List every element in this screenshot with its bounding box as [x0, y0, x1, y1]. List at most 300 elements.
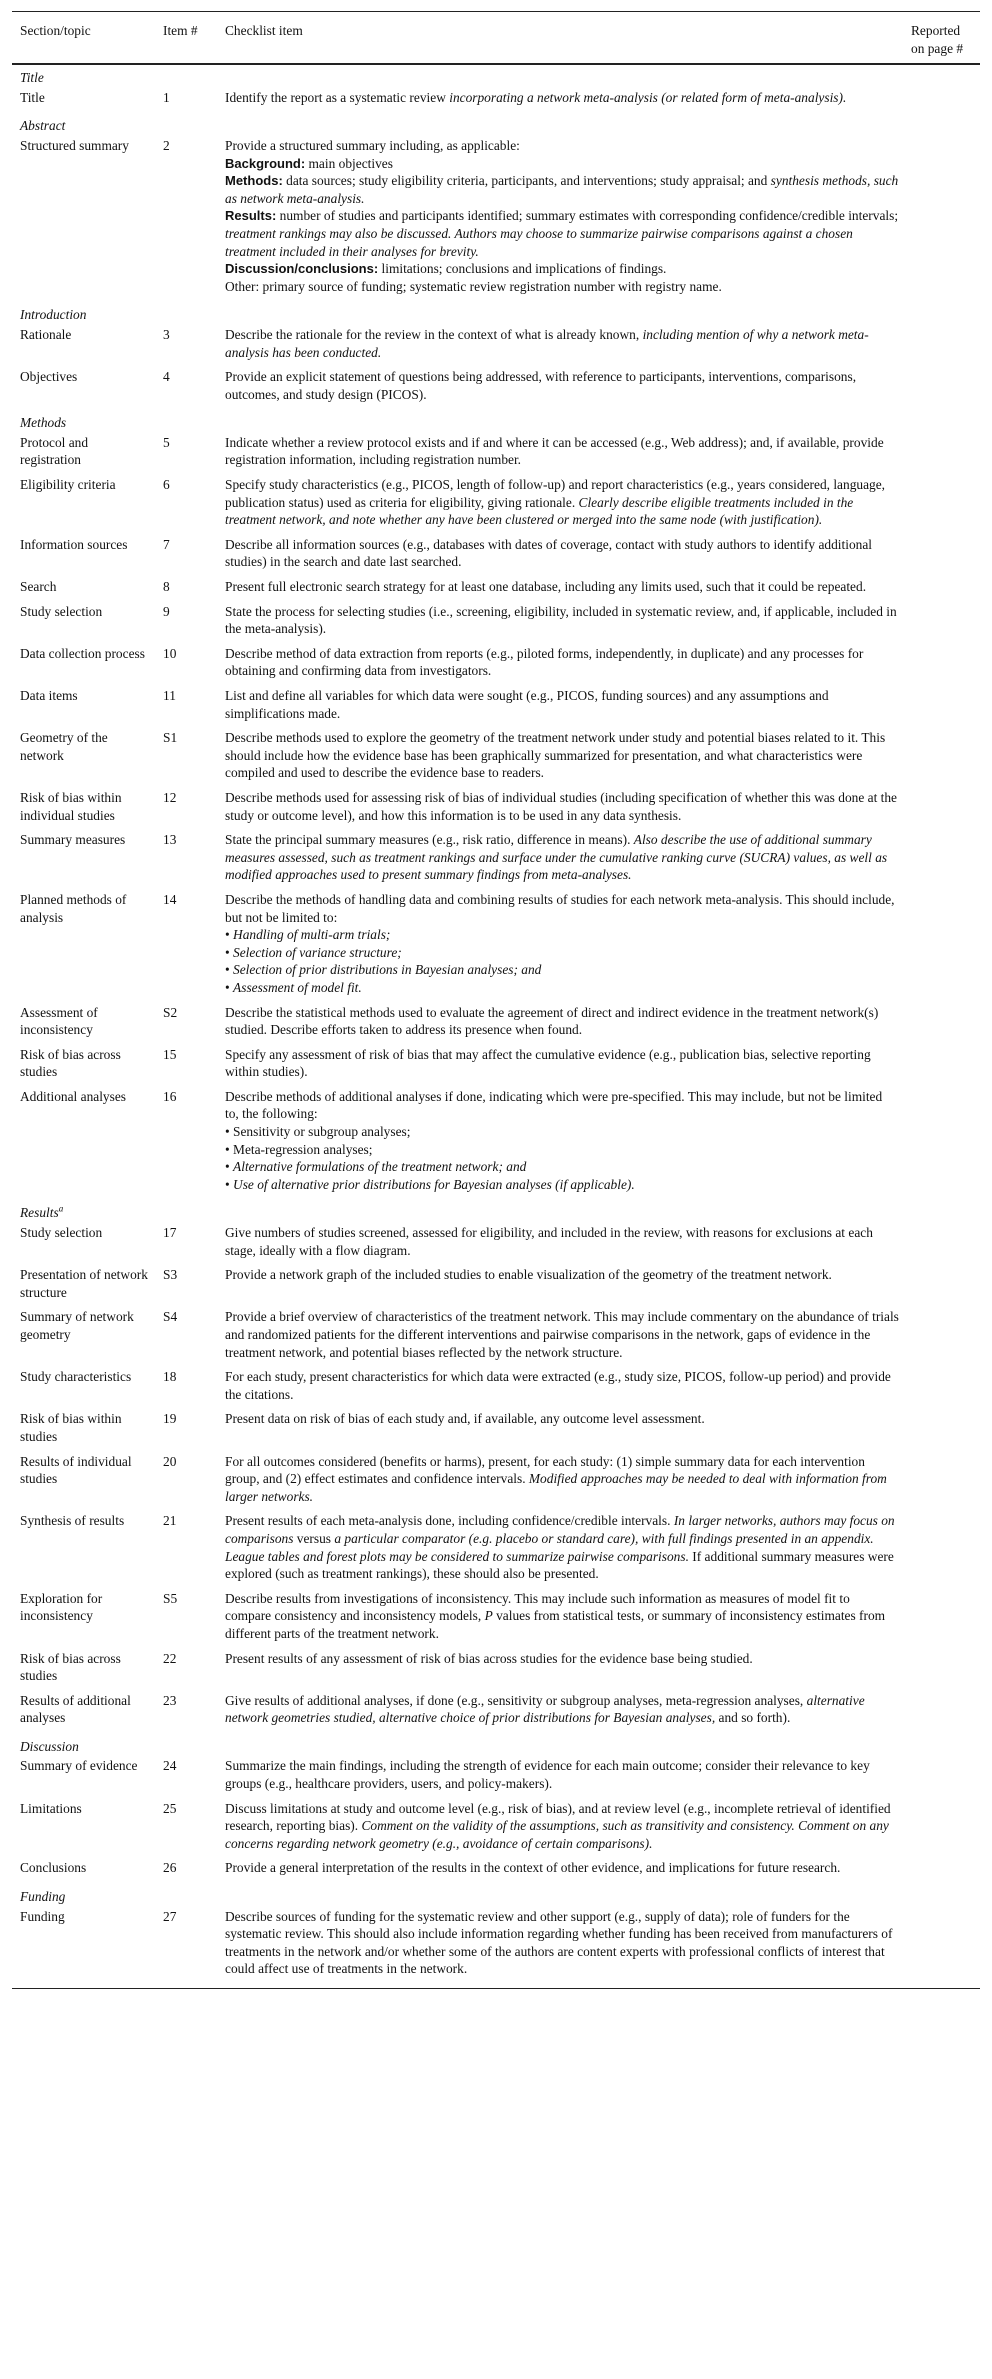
checklist-text-line	[225, 891, 899, 926]
row-topic: Conclusions	[20, 1860, 87, 1876]
row-topic: Summary of network geometry	[20, 1309, 134, 1342]
section-heading	[12, 1734, 980, 1758]
checklist-row	[12, 891, 980, 1004]
row-topic: Data collection process	[20, 645, 145, 661]
text-segment: Other: primary source of funding; systematic review registration number with registry name.	[225, 278, 722, 294]
row-checklist-text	[217, 137, 903, 302]
section-heading-row	[12, 64, 980, 89]
text-segment: Describe the statistical methods used to evaluate the agreement of direct and indirect evidence in the treatment network(s) studied. Describe efforts taken to address its presence when found.	[225, 1004, 879, 1038]
row-item-number: S2	[163, 1004, 178, 1020]
text-segment: Identify the report as a systematic review	[225, 89, 450, 105]
checklist-text-line	[225, 1158, 899, 1176]
checklist-text-line	[225, 1266, 899, 1284]
row-reported-page	[903, 729, 980, 789]
row-item-number: 26	[163, 1860, 177, 1876]
text-segment: and so forth).	[715, 1710, 791, 1726]
subheading-label: Results:	[225, 208, 277, 224]
row-topic: Risk of bias across studies	[20, 1650, 121, 1684]
row-reported-page	[903, 89, 980, 114]
row-checklist-text	[217, 89, 903, 114]
section-heading-text: Introduction	[20, 307, 87, 323]
text-segment: For all outcomes considered (benefits or harms), present, for each study: (1) simple summary data for each intervention group, and (2) effect estimates and confidence intervals.	[225, 1453, 865, 1487]
italic-text: Also describe the use of additional summary measures assessed, such as treatment rankings and surface under the cumulative ranking curve (SUCRA) values, as well as modified approaches used to present summary findings from meta-analyses.	[225, 832, 888, 883]
row-topic: Study selection	[20, 1225, 103, 1241]
row-topic: Risk of bias across studies	[20, 1046, 121, 1080]
row-checklist-text	[217, 1908, 903, 1989]
checklist-row	[12, 1368, 980, 1410]
row-topic: Synthesis of results	[20, 1513, 125, 1529]
text-segment: • Sensitivity or subgroup analyses;	[225, 1124, 411, 1140]
row-checklist-text	[217, 831, 903, 891]
row-reported-page	[903, 1410, 980, 1452]
italic-text: Handling of multi-arm trials;	[233, 927, 391, 943]
header-checklist-item: Checklist item	[217, 12, 903, 65]
checklist-row	[12, 326, 980, 368]
text-segment: •	[225, 979, 234, 995]
row-checklist-text	[217, 1512, 903, 1589]
italic-text: P	[484, 1608, 493, 1624]
text-segment: Give numbers of studies screened, assessed for eligibility, and included in the review, with reasons for exclusions at each stage, ideally with a flow diagram.	[225, 1225, 873, 1258]
row-topic: Risk of bias within individual studies	[20, 789, 122, 823]
text-segment: List and define all variables for which data were sought (e.g., PICOS, funding sources) and any assumptions and simplifications made.	[225, 688, 829, 721]
checklist-text-line	[225, 961, 899, 979]
text-segment: Provide a network graph of the included studies to enable visualization of the geometry of the treatment network.	[225, 1267, 832, 1283]
text-segment: limitations; conclusions and implications of findings.	[378, 261, 667, 277]
checklist-text-line	[225, 1308, 899, 1361]
checklist-text-line	[225, 1757, 899, 1792]
row-topic: Objectives	[20, 369, 78, 385]
row-reported-page	[903, 1650, 980, 1692]
italic-text: alternative network geometries studied, alternative choice of prior distributions for Bayesian analyses,	[225, 1692, 865, 1726]
row-reported-page	[903, 1757, 980, 1799]
checklist-row	[12, 1308, 980, 1368]
text-segment: Indicate whether a review protocol exists and if and where it can be accessed (e.g., Web address); and, if available, provide registration information, including registration number.	[225, 434, 884, 468]
row-item-number: 9	[163, 603, 170, 619]
checklist-row	[12, 434, 980, 476]
text-segment: Specify study characteristics (e.g., PICOS, length of follow-up) and report characteristics (e.g., years considered, language, publication status) used as criteria for eligibility, giving rationale.	[225, 477, 886, 510]
row-item-number: 18	[163, 1369, 177, 1385]
checklist-text-line	[225, 368, 899, 403]
italic-text: including mention of why a network meta-analysis has been conducted.	[225, 326, 869, 360]
row-reported-page	[903, 1800, 980, 1860]
text-segment: data sources; study eligibility criteria, participants, and interventions; study appraisal; and	[282, 173, 771, 189]
row-reported-page	[903, 687, 980, 729]
row-reported-page	[903, 326, 980, 368]
row-reported-page	[903, 1266, 980, 1308]
section-heading-row	[12, 1734, 980, 1758]
row-topic: Results of individual studies	[20, 1453, 132, 1487]
row-reported-page	[903, 831, 980, 891]
section-heading	[12, 1884, 980, 1908]
text-segment: Provide an explicit statement of questions being addressed, with reference to participants, interventions, comparisons, outcomes, and study design (PICOS).	[225, 369, 857, 402]
checklist-text-line	[225, 1224, 899, 1259]
row-topic: Limitations	[20, 1800, 82, 1816]
row-reported-page	[903, 1088, 980, 1201]
row-checklist-text	[217, 1368, 903, 1410]
italic-text: incorporating a network meta-analysis (or related form of meta-analysis).	[449, 89, 847, 105]
row-topic: Rationale	[20, 326, 72, 342]
italic-text: treatment rankings may also be discussed. Authors may choose to summarize pairwise comparisons against a chosen treatment included in their analyses for brevity.	[225, 225, 853, 259]
text-segment: number of studies and participants identified; summary estimates with corresponding confidence/credible intervals;	[276, 208, 899, 224]
row-checklist-text	[217, 687, 903, 729]
row-item-number: S1	[163, 730, 178, 746]
footnote-marker: a	[58, 1203, 64, 1214]
row-checklist-text	[217, 891, 903, 1004]
text-segment: •	[225, 1159, 234, 1175]
section-heading	[12, 113, 980, 137]
checklist-text-line	[225, 326, 899, 361]
row-item-number: 10	[163, 645, 177, 661]
checklist-row	[12, 789, 980, 831]
row-topic: Information sources	[20, 536, 128, 552]
checklist-text-line	[225, 1176, 899, 1194]
row-topic: Risk of bias within studies	[20, 1411, 122, 1444]
row-topic: Structured summary	[20, 137, 129, 153]
checklist-row	[12, 1590, 980, 1650]
row-item-number: 27	[155, 1908, 217, 1989]
row-item-number: 24	[163, 1758, 177, 1774]
row-topic: Study characteristics	[20, 1369, 132, 1385]
checklist-row	[12, 137, 980, 302]
checklist-text-line	[225, 434, 899, 469]
row-topic: Protocol and registration	[20, 434, 89, 468]
row-topic: Search	[20, 579, 57, 595]
row-item-number: S4	[163, 1309, 178, 1325]
row-reported-page	[903, 1859, 980, 1884]
checklist-row	[12, 1859, 980, 1884]
row-reported-page	[903, 1512, 980, 1589]
table-body	[12, 64, 980, 1988]
row-item-number: 2	[163, 137, 170, 153]
checklist-text-line	[225, 1141, 899, 1159]
row-reported-page	[903, 1224, 980, 1266]
header-row	[12, 12, 980, 65]
text-segment: versus	[296, 1530, 332, 1546]
row-checklist-text	[217, 1266, 903, 1308]
row-reported-page	[903, 1908, 980, 1989]
checklist-text-line	[225, 1046, 899, 1081]
section-heading	[12, 410, 980, 434]
checklist-row	[12, 1224, 980, 1266]
row-checklist-text	[217, 1308, 903, 1368]
row-item-number: 22	[163, 1650, 177, 1666]
checklist-text-line	[225, 1088, 899, 1123]
row-item-number: 6	[163, 477, 170, 493]
row-checklist-text	[217, 1590, 903, 1650]
row-checklist-text	[217, 729, 903, 789]
section-heading-text: Methods	[20, 415, 67, 431]
italic-text: In larger networks, authors may focus on comparisons	[225, 1513, 895, 1546]
subheading-label-wrap	[225, 156, 305, 171]
row-item-number: 14	[163, 891, 177, 907]
header-reported-on-page: Reported on page #	[903, 12, 980, 65]
text-segment: Describe results from investigations of inconsistency. This may include such information as measures of model fit to compare consistency and inconsistency models,	[225, 1590, 850, 1624]
row-checklist-text	[217, 1410, 903, 1452]
subheading-label-wrap	[225, 173, 283, 188]
row-reported-page	[903, 1004, 980, 1046]
row-checklist-text	[217, 578, 903, 603]
checklist-text-line	[225, 1908, 899, 1978]
checklist-row	[12, 1908, 980, 1989]
checklist-text-line	[225, 172, 899, 207]
row-topic: Assessment of inconsistency	[20, 1004, 98, 1038]
section-heading-text: Discussion	[20, 1738, 79, 1754]
text-segment: State the principal summary measures (e.g., risk ratio, difference in means).	[225, 832, 634, 848]
checklist-text-line	[225, 1650, 899, 1668]
text-segment: •	[225, 944, 234, 960]
header-section-topic: Section/topic	[12, 12, 155, 65]
checklist-row	[12, 1650, 980, 1692]
row-reported-page	[903, 789, 980, 831]
section-heading	[12, 64, 980, 89]
italic-text: Clearly describe eligible treatments included in the treatment network, and note whether any have been clustered or merged into the same node (with justification).	[225, 494, 854, 528]
checklist-text-line	[225, 1800, 899, 1853]
checklist-text-line	[225, 1692, 899, 1727]
text-segment: Discuss limitations at study and outcome level (e.g., risk of bias), and at review level (e.g., incomplete retrieval of identified research, reporting bias).	[225, 1800, 891, 1834]
subheading-label: Background:	[225, 155, 306, 171]
row-checklist-text	[217, 603, 903, 645]
checklist-text-line	[225, 603, 899, 638]
section-heading-text: Results	[20, 1205, 59, 1221]
row-item-number: 15	[163, 1046, 177, 1062]
checklist-row	[12, 1800, 980, 1860]
subheading-label: Discussion/conclusions:	[225, 261, 379, 277]
row-item-number: S3	[163, 1267, 178, 1283]
checklist-row	[12, 476, 980, 536]
section-heading-text: Abstract	[20, 118, 66, 134]
checklist-text-line	[225, 260, 899, 278]
row-reported-page	[903, 1453, 980, 1513]
row-topic: Planned methods of analysis	[20, 891, 127, 925]
checklist-text-line	[225, 926, 899, 944]
checklist-text-line	[225, 729, 899, 782]
row-topic: Study selection	[20, 603, 103, 619]
row-checklist-text	[217, 476, 903, 536]
row-topic: Summary of evidence	[20, 1758, 138, 1774]
row-checklist-text	[217, 1757, 903, 1799]
checklist-text-line	[225, 1453, 899, 1506]
row-reported-page	[903, 368, 980, 410]
row-topic: Eligibility criteria	[20, 477, 116, 493]
row-topic: Summary measures	[20, 832, 126, 848]
checklist-row	[12, 536, 980, 578]
text-segment: Give results of additional analyses, if done (e.g., sensitivity or subgroup analyses, meta-regression analyses,	[225, 1692, 807, 1708]
row-checklist-text	[217, 1224, 903, 1266]
row-topic: Additional analyses	[20, 1088, 126, 1104]
text-segment: • Meta-regression analyses;	[225, 1141, 373, 1157]
text-segment: If additional summary measures were explored (such as treatment rankings), these should also be presented.	[225, 1548, 894, 1582]
row-reported-page	[903, 1368, 980, 1410]
section-heading-row	[12, 113, 980, 137]
italic-text: Assessment of model fit.	[233, 979, 362, 995]
row-item-number: 21	[163, 1513, 177, 1529]
subheading-label-wrap	[225, 208, 276, 223]
checklist-text-line	[225, 789, 899, 824]
row-reported-page	[903, 891, 980, 1004]
row-item-number: 25	[163, 1800, 177, 1816]
checklist-text-line	[225, 645, 899, 680]
prisma-nma-checklist-table	[12, 11, 980, 1989]
text-segment: Provide a general interpretation of the results in the context of other evidence, and implications for future research.	[225, 1860, 841, 1876]
row-item-number: 4	[163, 369, 170, 385]
row-item-number: 8	[163, 579, 170, 595]
row-reported-page	[903, 137, 980, 302]
checklist-text-line	[225, 944, 899, 962]
section-heading	[12, 1200, 980, 1224]
checklist-text-line	[225, 1859, 899, 1877]
subheading-label: Methods:	[225, 173, 283, 189]
text-segment: Present data on risk of bias of each study and, if available, any outcome level assessment.	[225, 1411, 705, 1427]
text-segment: Provide a structured summary including, as applicable:	[225, 137, 520, 153]
checklist-row	[12, 1046, 980, 1088]
checklist-row	[12, 368, 980, 410]
checklist-text-line	[225, 155, 899, 173]
row-checklist-text	[217, 1453, 903, 1513]
checklist-row	[12, 687, 980, 729]
row-checklist-text	[217, 789, 903, 831]
checklist-row	[12, 831, 980, 891]
row-checklist-text	[217, 1650, 903, 1692]
row-item-number: 23	[163, 1692, 177, 1708]
row-item-number: 12	[163, 789, 177, 805]
row-topic: Results of additional analyses	[20, 1692, 131, 1726]
text-segment: main objectives	[305, 155, 393, 171]
italic-text: Alternative formulations of the treatment network; and	[233, 1159, 527, 1175]
text-segment: Describe methods used to explore the geometry of the treatment network under study and potential biases related to it. This should include how the evidence base has been graphically summarized for presentation, and what characteristics were compiled and used to describe the evidence base to readers.	[225, 730, 886, 781]
row-topic: Exploration for inconsistency	[20, 1590, 103, 1624]
row-reported-page	[903, 1590, 980, 1650]
row-reported-page	[903, 645, 980, 687]
row-item-number: 13	[163, 832, 177, 848]
row-checklist-text	[217, 326, 903, 368]
row-checklist-text	[217, 1046, 903, 1088]
row-checklist-text	[217, 1692, 903, 1734]
row-checklist-text	[217, 434, 903, 476]
row-item-number: 11	[163, 688, 176, 703]
row-checklist-text	[217, 1004, 903, 1046]
section-heading-row	[12, 302, 980, 326]
row-topic: Funding	[12, 1908, 155, 1989]
row-item-number: 16	[163, 1088, 177, 1104]
checklist-text-line	[225, 578, 899, 596]
row-topic: Data items	[20, 688, 78, 703]
text-segment: values from statistical tests, or summary of inconsistency estimates from different parts of the treatment network.	[225, 1608, 886, 1641]
text-segment: State the process for selecting studies (i.e., screening, eligibility, included in systematic review, and, if applicable, included in the meta-analysis).	[225, 603, 897, 637]
text-segment: •	[225, 962, 234, 978]
italic-text: Selection of prior distributions in Bayesian analyses; and	[233, 962, 542, 978]
checklist-row	[12, 603, 980, 645]
italic-text: Use of alternative prior distributions for Bayesian analyses (if applicable).	[233, 1176, 635, 1192]
checklist-text-line	[225, 1004, 899, 1039]
text-segment: Describe all information sources (e.g., databases with dates of coverage, contact with study authors to identify additional studies) in the search and date last searched.	[225, 536, 873, 570]
checklist-text-line	[225, 1512, 899, 1582]
checklist-text-line	[225, 207, 899, 260]
checklist-row	[12, 645, 980, 687]
text-segment: Specify any assessment of risk of bias that may affect the cumulative evidence (e.g., publication bias, selective reporting within studies).	[225, 1046, 871, 1080]
row-topic: Geometry of the network	[20, 730, 108, 763]
text-segment: Present results of each meta-analysis done, including confidence/credible intervals.	[225, 1513, 674, 1529]
row-reported-page	[903, 1692, 980, 1734]
row-reported-page	[903, 434, 980, 476]
row-topic: Title	[20, 89, 45, 105]
text-segment: •	[225, 927, 234, 943]
text-segment: Describe the rationale for the review in the context of what is already known,	[225, 326, 643, 342]
checklist-row	[12, 1453, 980, 1513]
row-item-number: 1	[163, 89, 170, 105]
text-segment: For each study, present characteristics for which data were extracted (e.g., study size, PICOS, follow-up period) and provide the citations.	[225, 1369, 891, 1402]
row-reported-page	[903, 476, 980, 536]
checklist-row	[12, 89, 980, 114]
row-item-number: 20	[163, 1453, 177, 1469]
section-heading-text: Title	[20, 70, 44, 86]
row-item-number: S5	[163, 1590, 178, 1606]
checklist-row	[12, 1410, 980, 1452]
section-heading-row	[12, 410, 980, 434]
text-segment: •	[225, 1176, 234, 1192]
checklist-text-line	[225, 1123, 899, 1141]
row-checklist-text	[217, 645, 903, 687]
row-checklist-text	[217, 368, 903, 410]
section-heading-text: Funding	[20, 1889, 66, 1905]
text-segment: Describe methods used for assessing risk of bias of individual studies (including specification of whether this was done at the study or outcome level), and how this information is to be used in any data synthesis.	[225, 789, 897, 823]
checklist-text-line	[225, 1410, 899, 1428]
checklist-row	[12, 1004, 980, 1046]
checklist-text-line	[225, 1368, 899, 1403]
subheading-label-wrap	[225, 261, 378, 276]
text-segment: Describe the methods of handling data and combining results of studies for each network meta-analysis. This should include, but not be limited to:	[225, 891, 895, 925]
text-segment: Present results of any assessment of risk of bias across studies for the evidence base being studied.	[225, 1650, 753, 1666]
text-segment: Summarize the main findings, including the strength of evidence for each main outcome; consider their relevance to key groups (e.g., healthcare providers, users, and policy-makers).	[225, 1758, 870, 1792]
row-item-number: 5	[163, 434, 170, 450]
row-checklist-text	[217, 1859, 903, 1884]
table-header	[12, 12, 980, 65]
checklist-row	[12, 1757, 980, 1799]
row-checklist-text	[217, 1088, 903, 1201]
checklist-row	[12, 1266, 980, 1308]
row-reported-page	[903, 1308, 980, 1368]
italic-text: a particular comparator (e.g. placebo or standard care), with full findings presented in an appendix. League tables and forest plots may be considered to summarize pairwise comparisons.	[225, 1530, 874, 1564]
checklist-text-line	[225, 1590, 899, 1643]
row-checklist-text	[217, 1800, 903, 1860]
italic-text: Selection of variance structure;	[233, 944, 402, 960]
checklist-row	[12, 578, 980, 603]
row-reported-page	[903, 536, 980, 578]
section-heading-row	[12, 1884, 980, 1908]
row-checklist-text	[217, 536, 903, 578]
checklist-row	[12, 1512, 980, 1589]
section-heading	[12, 302, 980, 326]
text-segment: Present full electronic search strategy for at least one database, including any limits used, such that it could be repeated.	[225, 579, 867, 595]
section-heading-row	[12, 1200, 980, 1224]
row-item-number: 17	[163, 1225, 177, 1241]
checklist-text-line	[225, 89, 899, 107]
checklist-text-line	[225, 476, 899, 529]
checklist-text-line	[225, 278, 899, 296]
row-item-number: 7	[163, 536, 170, 552]
checklist-text-line	[225, 979, 899, 997]
italic-text: Modified approaches may be needed to deal with information from larger networks.	[225, 1471, 887, 1504]
row-topic: Presentation of network structure	[20, 1267, 148, 1300]
italic-text: synthesis methods, such as network meta-analysis.	[225, 173, 899, 206]
row-item-number: 19	[163, 1411, 177, 1427]
text-segment: Describe sources of funding for the systematic review and other support (e.g., supply of data); role of funders for the systematic review. This should also include information regarding whether funding has been received from manufacturers of treatments in the network and/or whether some of the authors are content experts with professional conflicts of interest that could affect use of treatments in the network.	[225, 1908, 893, 1977]
checklist-text-line	[225, 687, 899, 722]
checklist-text-line	[225, 536, 899, 571]
checklist-row	[12, 1088, 980, 1201]
row-reported-page	[903, 578, 980, 603]
italic-text: Comment on the validity of the assumptions, such as transitivity and consistency. Comment on any concerns regarding network geometry (e.g., avoidance of certain comparisons).	[225, 1818, 889, 1851]
text-segment: Describe method of data extraction from reports (e.g., piloted forms, independently, in duplicate) and any processes for obtaining and confirming data from investigators.	[225, 645, 864, 679]
